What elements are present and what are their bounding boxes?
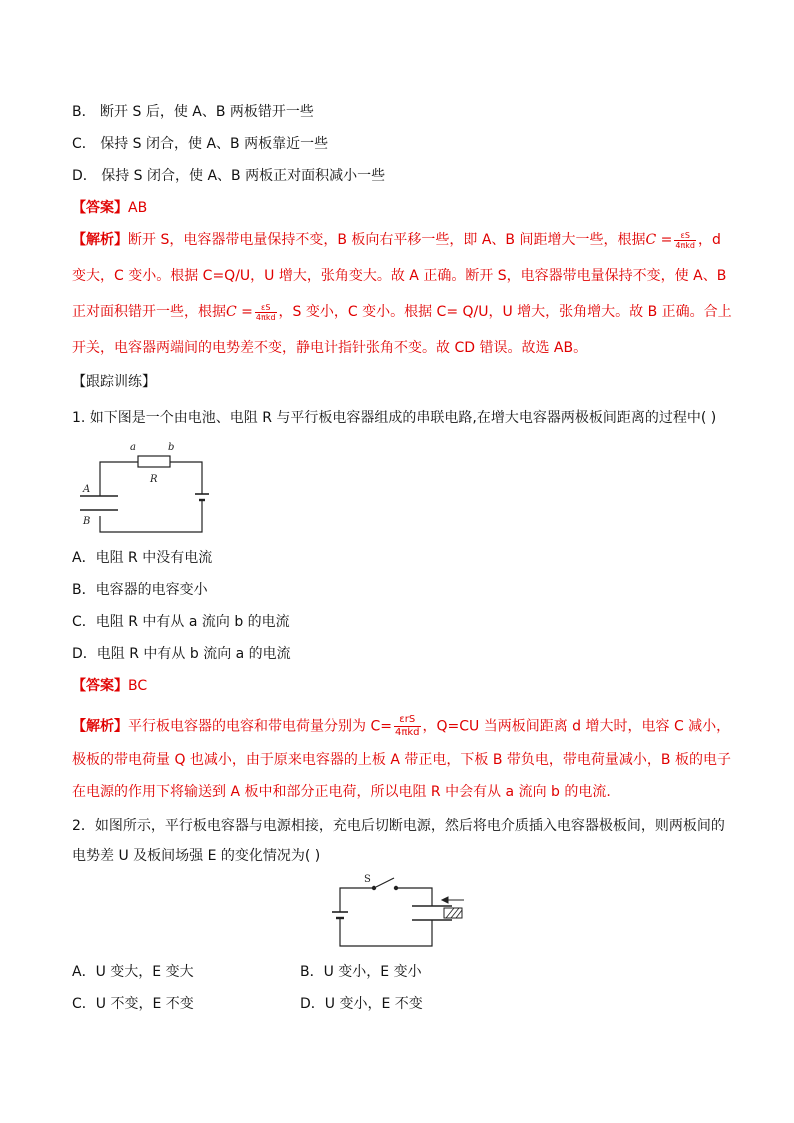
analysis-line-1 xyxy=(72,230,721,250)
circuit-diagram-2 xyxy=(318,870,468,952)
formula-denominator: 4πkd xyxy=(675,240,696,250)
label-b: b xyxy=(168,442,175,453)
option-b: B． 断开 S 后，使 A、B 两板错开一些 xyxy=(72,104,314,120)
q2-analysis-line-3: 在电源的作用下将输送到 A 板中和部分正电荷，所以电阻 R 中会有从 a 流向 b 的电流. xyxy=(72,784,611,800)
q2-option-d: D．电阻 R 中有从 b 流向 a 的电流 xyxy=(72,646,291,662)
q2-analysis-line-1 xyxy=(72,714,730,739)
q2-answer-value: BC xyxy=(128,678,148,694)
option-c: C． 保持 S 闭合，使 A、B 两板靠近一些 xyxy=(72,136,329,152)
label-A: A xyxy=(83,484,91,495)
formula-denominator-2: 4πkd xyxy=(255,312,276,322)
question-1-stem: 1. 如下图是一个由电池、电阻 R 与平行板电容器组成的串联电路,在增大电容器两极板间距离的过程中( ) xyxy=(72,410,717,426)
answer-tag: 【答案】 xyxy=(72,200,128,216)
q2-answer-line xyxy=(72,676,147,696)
question-2-stem-1: 2．如图所示，平行板电容器与电源相接，充电后切断电源，然后将电介质插入电容器极板间，则两板间的 xyxy=(72,818,725,834)
q2-option-c: C．电阻 R 中有从 a 流向 b 的电流 xyxy=(72,614,290,630)
formula-fraction-2 xyxy=(255,303,277,322)
analysis-line-3 xyxy=(72,302,732,322)
formula-fraction xyxy=(674,231,696,250)
analysis-text-1a: 断开 S，电容器带电量保持不变，B 板向右平移一些，即 A、B 间距增大一些，根据 xyxy=(128,232,646,248)
answer-line xyxy=(72,198,147,218)
formula-lhs: C = xyxy=(645,232,673,248)
q2-analysis-line-2: 极板的带电荷量 Q 也减小，由于原来电容器的上板 A 带正电，下板 B 带负电，带电荷量减小，B 板的电子 xyxy=(72,752,731,768)
formula-numerator-2: εS xyxy=(255,303,277,313)
analysis-line-2: 变大，C 变小。根据 C=Q/U，U 增大，张角变大。故 A 正确。断开 S，电容器带电量保持不变，使 A、B xyxy=(72,268,727,284)
circuit-diagram-1 xyxy=(78,438,218,538)
label-S: S xyxy=(364,874,371,885)
analysis-text-3a: 正对面积错开一些，根据 xyxy=(72,304,226,320)
analysis-tag: 【解析】 xyxy=(72,232,128,248)
analysis-line-4: 开关，电容器两端间的电势差不变，静电计指针张角不变。故 CD 错误。故选 AB。 xyxy=(72,340,588,356)
q2-formula-numerator: εrS xyxy=(394,714,421,727)
q3-option-a: A．U 变大，E 变大 xyxy=(72,964,194,980)
section-title: 【跟踪训练】 xyxy=(72,374,156,390)
q3-option-d: D．U 变小，E 不变 xyxy=(300,996,423,1012)
formula-lhs-2: C = xyxy=(226,304,253,320)
q2-formula-denominator: 4πkd xyxy=(394,727,420,738)
formula-numerator: εS xyxy=(674,231,696,241)
q2-analysis-text-1a: 平行板电容器的电容和带电荷量分别为 C= xyxy=(128,718,392,735)
q2-answer-tag: 【答案】 xyxy=(72,678,128,694)
label-a: a xyxy=(130,442,136,453)
arrow-left-icon xyxy=(442,897,464,903)
q2-formula-fraction xyxy=(394,714,421,739)
q2-option-b: B．电容器的电容变小 xyxy=(72,582,208,598)
q3-option-b: B．U 变小，E 变小 xyxy=(300,964,422,980)
label-R: R xyxy=(150,474,158,485)
answer-value: AB xyxy=(128,200,148,216)
analysis-text-1b: ，d xyxy=(698,232,721,248)
q3-option-c: C．U 不变，E 不变 xyxy=(72,996,194,1012)
question-2-stem-2: 电势差 U 及板间场强 E 的变化情况为( ) xyxy=(72,848,321,864)
q2-analysis-text-1b: ，Q=CU 当两板间距离 d 增大时，电容 C 减小， xyxy=(422,718,731,735)
dielectric-slab xyxy=(444,908,462,918)
q2-option-a: A．电阻 R 中没有电流 xyxy=(72,550,213,566)
label-B: B xyxy=(83,516,91,527)
option-d: D． 保持 S 闭合，使 A、B 两板正对面积减小一些 xyxy=(72,168,386,184)
analysis-text-3b: ，S 变小，C 变小。根据 C= Q/U，U 增大，张角增大。故 B 正确。合上 xyxy=(278,304,732,320)
q2-analysis-tag: 【解析】 xyxy=(72,718,128,735)
